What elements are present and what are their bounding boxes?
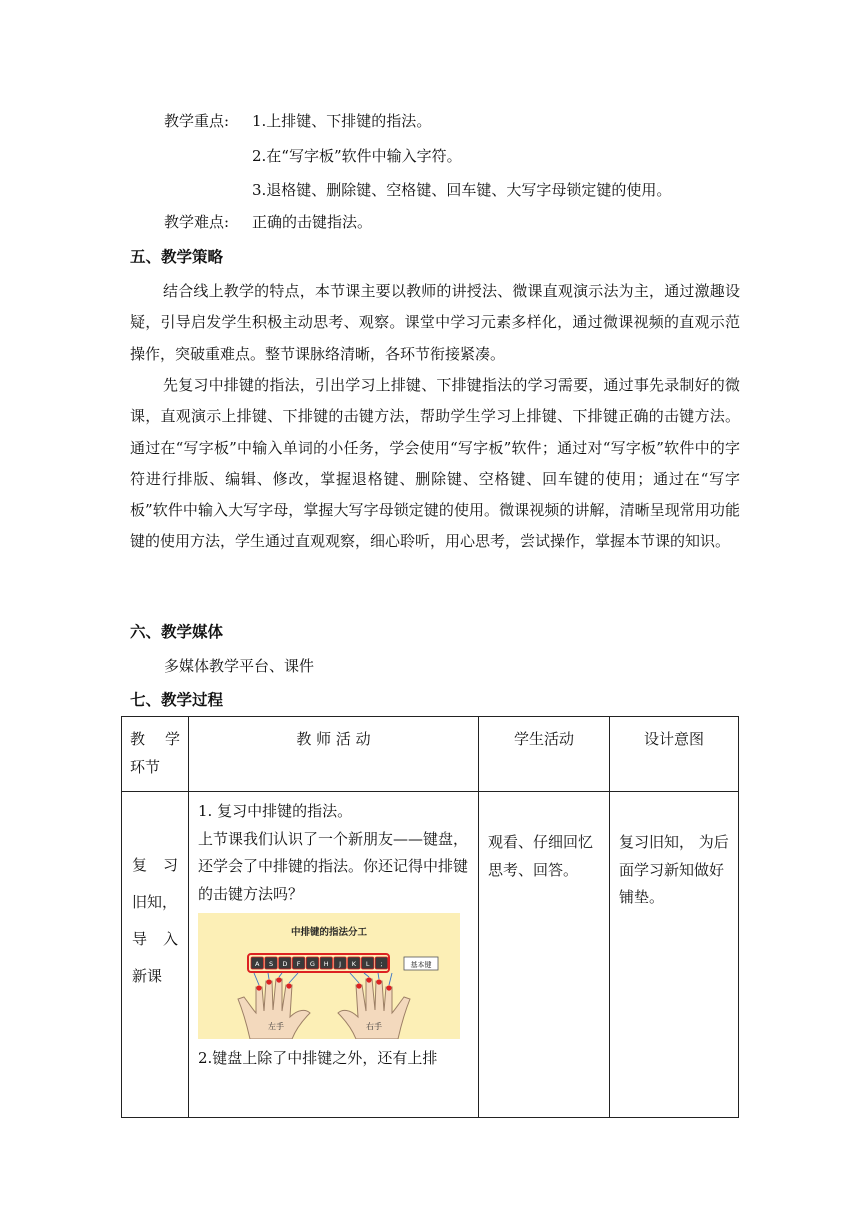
header-section-char1: 教 bbox=[130, 730, 146, 748]
row1-intent-cell: 复习旧知， 为后面学习新知做好铺垫。 bbox=[610, 792, 739, 1118]
section7-title: 七、教学过程 bbox=[130, 691, 224, 709]
header-section-char2: 学 bbox=[164, 730, 180, 748]
home-row-fingering-figure bbox=[198, 913, 460, 1039]
difficulty-label: 教学难点: bbox=[164, 213, 230, 231]
key-label: H bbox=[323, 960, 329, 968]
base-key-badge-text: 基本键 bbox=[410, 961, 432, 969]
figure-title: 中排键的指法分工 bbox=[290, 927, 368, 938]
header-cell-section bbox=[122, 717, 189, 792]
row1-section-char2: 习 bbox=[162, 856, 178, 874]
row1-section-line4: 新课 bbox=[132, 967, 163, 985]
row1-section-char1: 复 bbox=[132, 856, 148, 874]
row1-section-cell bbox=[122, 792, 189, 1118]
row1-section-line3 bbox=[132, 921, 178, 958]
row1-section-char4: 入 bbox=[162, 930, 178, 948]
section5-para2 bbox=[130, 370, 740, 558]
row1-teacher-step1: 1. 复习中排键的指法。 bbox=[198, 802, 353, 820]
key-label: ; bbox=[380, 960, 383, 968]
difficulty-text: 正确的击键指法。 bbox=[252, 213, 373, 231]
section6-title: 六、教学媒体 bbox=[130, 623, 224, 641]
row1-teacher-cell bbox=[189, 792, 479, 1118]
key-label: F bbox=[296, 960, 301, 968]
section5-para1 bbox=[130, 276, 740, 370]
key-point-item-2: 2.在“写字板”软件中输入字符。 bbox=[252, 147, 462, 165]
key-point-item-3: 3.退格键、删除键、空格键、回车键、大写字母锁定键的使用。 bbox=[252, 181, 672, 199]
fingering-illustration bbox=[198, 913, 460, 1039]
key-label: D bbox=[282, 960, 288, 968]
header-cell-intent: 设计意图 bbox=[610, 717, 739, 792]
section5-title: 五、教学策略 bbox=[130, 248, 224, 266]
section6-text: 多媒体教学平台、课件 bbox=[164, 657, 315, 675]
key-label: A bbox=[255, 960, 260, 968]
key-label: L bbox=[365, 960, 370, 968]
row1-teacher-step2: 2.键盘上除了中排键之外，还有上排 bbox=[198, 1049, 438, 1067]
left-hand-label: 左手 bbox=[268, 1022, 284, 1031]
key-label: K bbox=[351, 960, 356, 968]
key-points-label: 教学重点: bbox=[164, 112, 230, 130]
key-row bbox=[251, 957, 388, 969]
section5-para2-text: 先复习中排键的指法，引出学习上排键、下排键指法的学习需要，通过事先录制好的微课，直观演示上排键、下排键的击键方法，帮助学生学习上排键、下排键正确的击键方法。通过在“写字板”中输入单词的小任务，学会使用“写字板”软件；通过对“写字板”软件中的字符进行排版、编辑、修改，掌握退格键、删除键、空格键、回车键的使用；通过在“写字板”软件中输入大写字母，掌握大写字母锁定键的使用。微课视频的讲解，清晰呈现常用功能键的使用方法，学生通过直观观察，细心聆听，用心思考，尝试操作，掌握本节课的知识。 bbox=[130, 376, 740, 551]
section5-para1-text: 结合线上教学的特点，本节课主要以教师的讲授法、微课直观演示法为主，通过激趣设疑，引导启发学生积极主动思考、观察。课堂中学习元素多样化，通过微课视频的直观示范操作，突破重难点。整节课脉络清晰，各环节衔接紧凑。 bbox=[130, 282, 740, 363]
right-hand-label: 右手 bbox=[366, 1022, 382, 1031]
header-section-bottom: 环节 bbox=[130, 758, 161, 776]
row1-section-line2: 旧知， bbox=[132, 893, 178, 911]
row1-teacher-desc: 上节课我们认识了一个新朋友——键盘，还学会了中排键的指法。你还记得中排键的击键方法吗？ bbox=[198, 829, 469, 903]
key-point-item-1: 1.上排键、下排键的指法。 bbox=[252, 112, 432, 130]
row1-student-cell: 观看、仔细回忆思考、回答。 bbox=[479, 792, 610, 1118]
header-cell-teacher: 教 师 活 动 bbox=[189, 717, 479, 792]
row1-section-char3: 导 bbox=[132, 930, 148, 948]
table-header-row bbox=[122, 717, 739, 792]
row1-section-line1 bbox=[132, 847, 178, 884]
header-cell-student: 学生活动 bbox=[479, 717, 610, 792]
teaching-process-table bbox=[121, 716, 739, 1118]
header-section-top bbox=[130, 725, 180, 753]
key-label: G bbox=[309, 960, 315, 968]
key-label: S bbox=[268, 960, 274, 968]
key-label: J bbox=[339, 960, 342, 968]
table-row bbox=[122, 792, 739, 1118]
